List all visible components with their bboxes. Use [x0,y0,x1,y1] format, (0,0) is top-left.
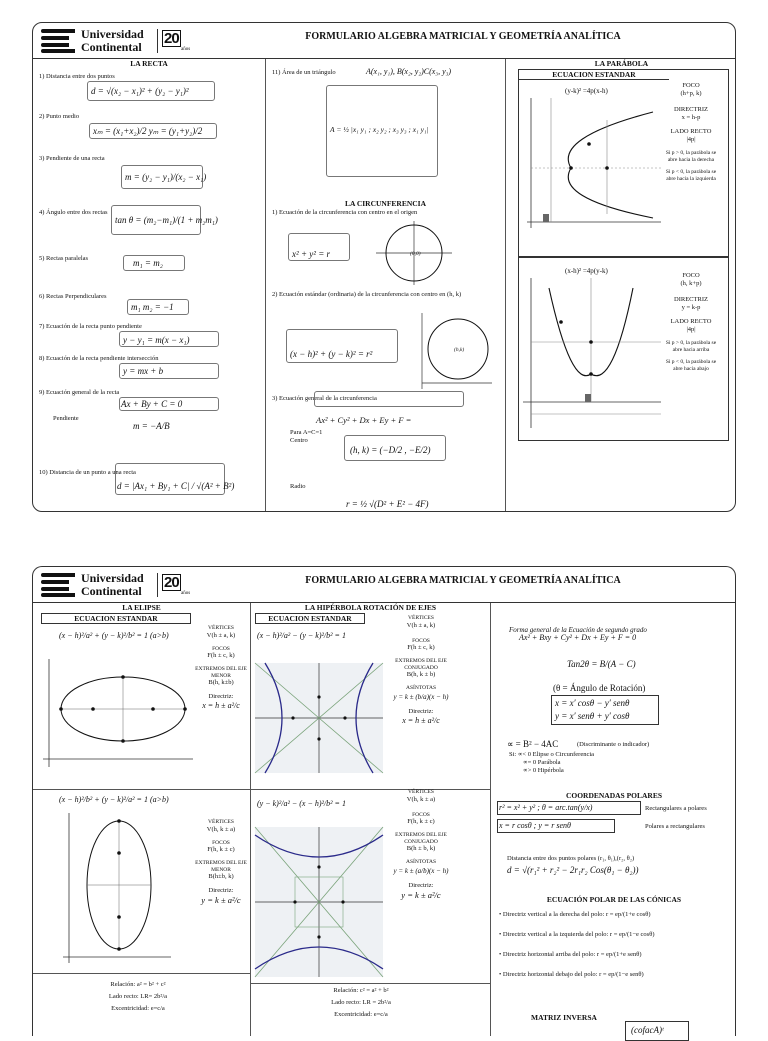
matriz-heading: MATRIZ INVERSA [531,1013,597,1022]
recta-formula: m₁ = m₂ [133,258,163,268]
elipse-dir2-label: Directriz: [208,887,234,894]
circunferencia-heading: LA CIRCUNFERENCIA [344,199,427,208]
university-logo [41,27,191,55]
ellipse-vertical-figure [63,813,173,963]
elipse-ext1-value: B(h, k±b) [208,679,234,686]
hiperbola-focos1-label: FOCOS [412,637,430,644]
hiperbola-excentricidad: Excentricidad: e=c/a [334,1011,388,1018]
recta-formula: tan θ = (m₂−m₁)/(1 + m₂m₁) [115,215,218,225]
discriminante-note: (Discriminante o indicador) [577,741,650,748]
elipse-dir1-label: Directriz: [208,693,234,700]
directriz2-value: y = k-p [681,304,701,311]
rotacion-column [491,603,737,1036]
recta-formula: Ax + By + C = 0 [121,399,183,409]
hiperbola-lado-recto: Lado recto: LR = 2b²/a [331,999,391,1006]
rotacion-theta: (θ = Ángulo de Rotación) [553,683,646,693]
conicas-heading: ECUACIÓN POLAR DE LAS CÓNICAS [546,895,682,904]
discriminante-case: ∝= 0 Parábola [523,759,561,766]
elipse-subheading: ECUACION ESTANDAR [41,613,191,624]
hiperbola-focos2-value: F(h, k ± c) [407,818,435,825]
hyperbola-horizontal-figure [255,663,383,773]
elipse-focos1-label: FOCOS [212,645,230,652]
centro-label: Centro [290,437,308,444]
recta-formula: xₘ = (x₁+x₂)/2 yₘ = (y₁+y₂)/2 [93,126,203,136]
lado2-value: |4p| [686,326,696,333]
recta-column [33,59,266,511]
radio-label: Radio [290,483,306,490]
elipse-column [33,603,251,1036]
anniversary-badge: 20 [164,574,179,591]
elipse-lado-recto: Lado recto: LR= 2b²/a [108,993,168,1000]
circunferencia-column [266,59,506,511]
parabola-heading: LA PARÁBOLA [594,59,649,68]
polar-note: Polares a rectangulares [645,823,705,830]
recta-item-label: 1) Distancia entre dos puntos [39,73,115,80]
hiperbola-ext2-value: B(h ± b, k) [406,845,436,852]
hiperbola-eq2: (y − k)²/a² − (x − h)²/b² = 1 [257,799,346,808]
elipse-dir1-value: x = h ± a²/c [202,701,240,710]
recta-item-label: 4) Ángulo entre dos rectas [39,209,108,216]
discriminante-case: ∝> 0 Hipérbola [523,767,564,774]
university-name-line2: Continental [81,584,142,598]
conic-item: • Directriz vertical a la izquierda del polo: r = ep/(1−e cosθ) [499,931,655,938]
hiperbola-vert1-value: V(h ± a, k) [406,621,436,629]
recta-formula: y − y₁ = m(x − x₁) [123,335,190,345]
hiperbola-ext1-label: EXTREMOS DEL EJE CONJUGADO [395,658,447,671]
university-name-line1: Universidad [81,27,144,41]
sheet-header [33,23,735,59]
recta-formula: y = mx + b [123,366,164,376]
hiperbola-vert2-value: V(h, k ± a) [406,795,436,803]
circle-hk-figure [412,313,492,389]
directriz2-label: DIRECTRIZ [674,296,708,303]
hiperbola-asin2-value: y = k ± (a/b)(x − h) [393,866,449,875]
rotacion-y: y = x′ senθ + y′ cosθ [555,711,630,721]
foco2-value: (h, k+p) [680,280,702,287]
university-name-line1: Universidad [81,571,144,585]
directriz1-label: DIRECTRIZ [674,106,708,113]
lado1-label: LADO RECTO [670,128,712,135]
elipse-vert1-value: V(h ± a, k) [206,631,236,639]
parabola-note: Si p > 0, la parábola se abre hacia la derecha [665,150,717,163]
sheet-header [33,567,735,603]
lado1-value: |4p| [686,136,696,143]
conic-item: • Directriz vertical a la derecha del polo: r = ep/(1+e cosθ) [499,911,651,918]
polar-formula: x = r cosθ ; y = r senθ [499,821,571,830]
hiperbola-asin1-value: y = k ± (b/a)(x − h) [393,692,449,701]
hiperbola-dir2-value: y = k ± a²/c [401,889,441,900]
hiperbola-column [251,603,491,1036]
parabola-eq1: (y-k)² =4p(x-h) [565,87,608,95]
polar-note: Rectangulares a polares [645,805,707,812]
recta-item-label: 10) Distancia de un punto a una recta [39,469,136,476]
recta-heading: LA RECTA [130,59,168,68]
parabola-horizontal-figure [523,98,663,232]
parabola-horizontal-box [518,69,729,257]
directriz1-value: x = h-p [681,114,701,121]
hiperbola-vert1-label: VÉRTICES [408,615,434,621]
circ1-label: 1) Ecuación de la circunferencia con centro en el origen [272,209,418,216]
discriminante: ∝ = B² − 4AC [507,739,559,749]
parabola-vertical-box [518,257,729,441]
polares-heading: COORDENADAS POLARES [565,791,663,800]
area-formula: A = ½ |x₁ y₁ ; x₂ y₂ ; x₃ y₃ ; x₁ y₁| [330,125,429,134]
hiperbola-asin1-label: ASÍNTOTAS [405,685,437,691]
rotacion-general: Ax² + Bxy + Cy² + Dx + Ey + F = 0 [519,633,637,642]
elipse-ext2-value: B(h±b, k) [208,873,234,880]
recta-item-label: 6) Rectas Perpendiculares [39,293,107,300]
elipse-focos2-value: F(h, k ± c) [207,846,235,853]
recta-formula: m = −A/B [133,421,170,431]
formula-sheet-2 [32,566,736,1036]
elipse-vert1-label: VÉRTICES [208,625,234,631]
elipse-eq1: (x − h)²/a² + (y − k)²/b² = 1 (a>b) [59,631,169,640]
area-points: A(x₁, y₁), B(x₂, y₂)C(x₃, y₃) [366,67,452,76]
parabola-vertical-figure [523,278,663,428]
area-label: 11) Área de un triángulo [272,69,336,76]
recta-item-label: Pendiente [53,415,79,422]
hiperbola-dir2-label: Directriz: [408,881,434,889]
rotacion-tan: Tan2θ = B/(A − C) [567,659,636,669]
radio-formula: r = ½ √(D² + E² − 4F) [346,499,429,509]
recta-formula: d = |Ax₁ + By₁ + C| / √(A² + B²) [117,481,235,491]
polar-distance-label: Distancia entre dos puntos polares (r₁, θ₁),(r₂, θ₂) [507,855,635,862]
recta-formula: m₁ m₂ = −1 [131,302,174,312]
foco1-label: FOCO [682,82,700,89]
university-name-line2: Continental [81,40,142,54]
recta-item-label: 5) Rectas paralelas [39,255,89,262]
parabola-column [506,59,737,511]
lado2-label: LADO RECTO [670,318,712,325]
hiperbola-vert2-label: VÉRTICES [408,789,434,795]
elipse-vert2-value: V(h, k ± a) [206,825,236,833]
hiperbola-asin2-label: ASÍNTOTAS [405,859,437,865]
elipse-focos1-value: F(h ± c, k) [207,652,235,659]
circ2-label: 2) Ecuación estándar (ordinaria) de la circunferencia con centro en (h, k) [272,291,462,298]
elipse-eq2: (x − h)²/b² + (y − k)²/a² = 1 (a>b) [59,795,169,804]
circ2-formula: (x − h)² + (y − k)² = r² [290,349,373,359]
elipse-relacion: Relación: a² = b² + c² [110,981,166,988]
polar-formula: r² = x² + y² ; θ = arc.tan(y/x) [499,803,593,812]
conic-item: • Directriz horizontal debajo del polo: r = ep/(1−e senθ) [499,971,644,978]
anniversary-sub: años [181,591,191,596]
polar-distance: d = √(r₁² + r₂² − 2r₁r₂ Cos(θ₁ − θ₂)) [507,865,639,875]
hiperbola-focos2-label: FOCOS [412,811,430,818]
centro-formula: (h, k) = (−D/2 , −E/2) [350,445,431,455]
parabola-note: Si p < 0, la parábola se abre hacia la izquierda [665,169,717,182]
university-logo [41,571,191,599]
logo-mark-icon [41,573,75,597]
logo-mark-icon [41,29,75,53]
circ3-label: 3) Ecuación general de la circunferencia [272,395,377,402]
parabola-eq2: (x-h)² =4p(y-k) [565,267,608,275]
hiperbola-heading: LA HIPÉRBOLA ROTACIÓN DE EJES [304,603,437,612]
hiperbola-dir1-value: x = h ± a²/c [402,715,440,725]
parabola-note: Si p < 0, la parábola se abre hacia abajo [665,359,717,372]
circ1-center: (0,0) [410,251,421,257]
hiperbola-dir1-label: Directriz: [408,707,434,715]
sheet-title: FORMULARIO ALGEBRA MATRICIAL Y GEOMETRÍA ANALÍTICA [305,575,621,586]
parabola-note: Si p > 0, la parábola se abre hacia arriba [665,340,717,353]
foco2-label: FOCO [682,272,700,279]
recta-item-label: 7) Ecuación de la recta punto pendiente [39,323,142,330]
elipse-focos2-label: FOCOS [212,839,230,846]
elipse-excentricidad: Excentricidad: e=c/a [111,1005,165,1012]
anniversary-sub: años [181,47,191,52]
parabola-subheading: ECUACION ESTANDAR [519,70,669,80]
elipse-heading: LA ELIPSE [122,603,161,612]
circ3-formula: Ax² + Cy² + Dx + Ey + F = [316,415,412,425]
recta-item-label: 8) Ecuación de la recta pendiente intersección [39,355,159,362]
elipse-dir2-value: y = k ± a²/c [201,895,241,905]
discriminante-case: Si: ∝< 0 Elipse o Circunferencia [509,751,595,758]
elipse-vert2-label: VÉRTICES [208,819,234,825]
circ3-condition: Para A=C=1 [290,429,323,436]
rotacion-title: Forma general de la Ecuación de segundo grado [509,626,647,634]
ellipse-horizontal-figure [43,659,195,769]
elipse-ext1-label: EXTREMOS DEL EJE MENOR [195,666,247,679]
hyperbola-vertical-figure [255,827,383,977]
hiperbola-focos1-value: F(h ± c, k) [407,644,435,651]
recta-formula: d = √(x₂ − x₁)² + (y₂ − y₁)² [91,86,189,96]
sheet-title: FORMULARIO ALGEBRA MATRICIAL Y GEOMETRÍA ANALÍTICA [305,31,621,42]
recta-item-label: 9) Ecuación general de la recta [39,389,120,396]
circ2-center: (h,k) [454,347,465,353]
circ1-formula: x² + y² = r [292,249,331,259]
hiperbola-ext2-label: EXTREMOS DEL EJE CONJUGADO [395,832,447,845]
recta-item-label: 2) Punto medio [39,113,80,120]
matriz-formula: (cofacA)ᵗ [631,1025,664,1035]
rotacion-x: x = x′ cosθ − y′ senθ [555,698,630,708]
hiperbola-relacion: Relación: c² = a² + b² [333,987,389,994]
hiperbola-subheading: ECUACION ESTANDAR [255,613,365,624]
hiperbola-ext1-value: B(h, k ± b) [406,671,436,678]
formula-sheet-1 [32,22,736,512]
conic-item: • Directriz horizontal arriba del polo: r = ep/(1+e senθ) [499,951,642,958]
elipse-ext2-label: EXTREMOS DEL EJE MENOR [195,860,247,873]
hiperbola-eq1: (x − h)²/a² − (y − k)²/b² = 1 [257,631,346,640]
anniversary-badge: 20 [164,30,179,47]
foco1-value: (h+p, k) [680,90,702,97]
recta-item-label: 3) Pendiente de una recta [39,155,105,162]
recta-formula: m = (y₂ − y₁)/(x₂ − x₁) [125,172,207,182]
